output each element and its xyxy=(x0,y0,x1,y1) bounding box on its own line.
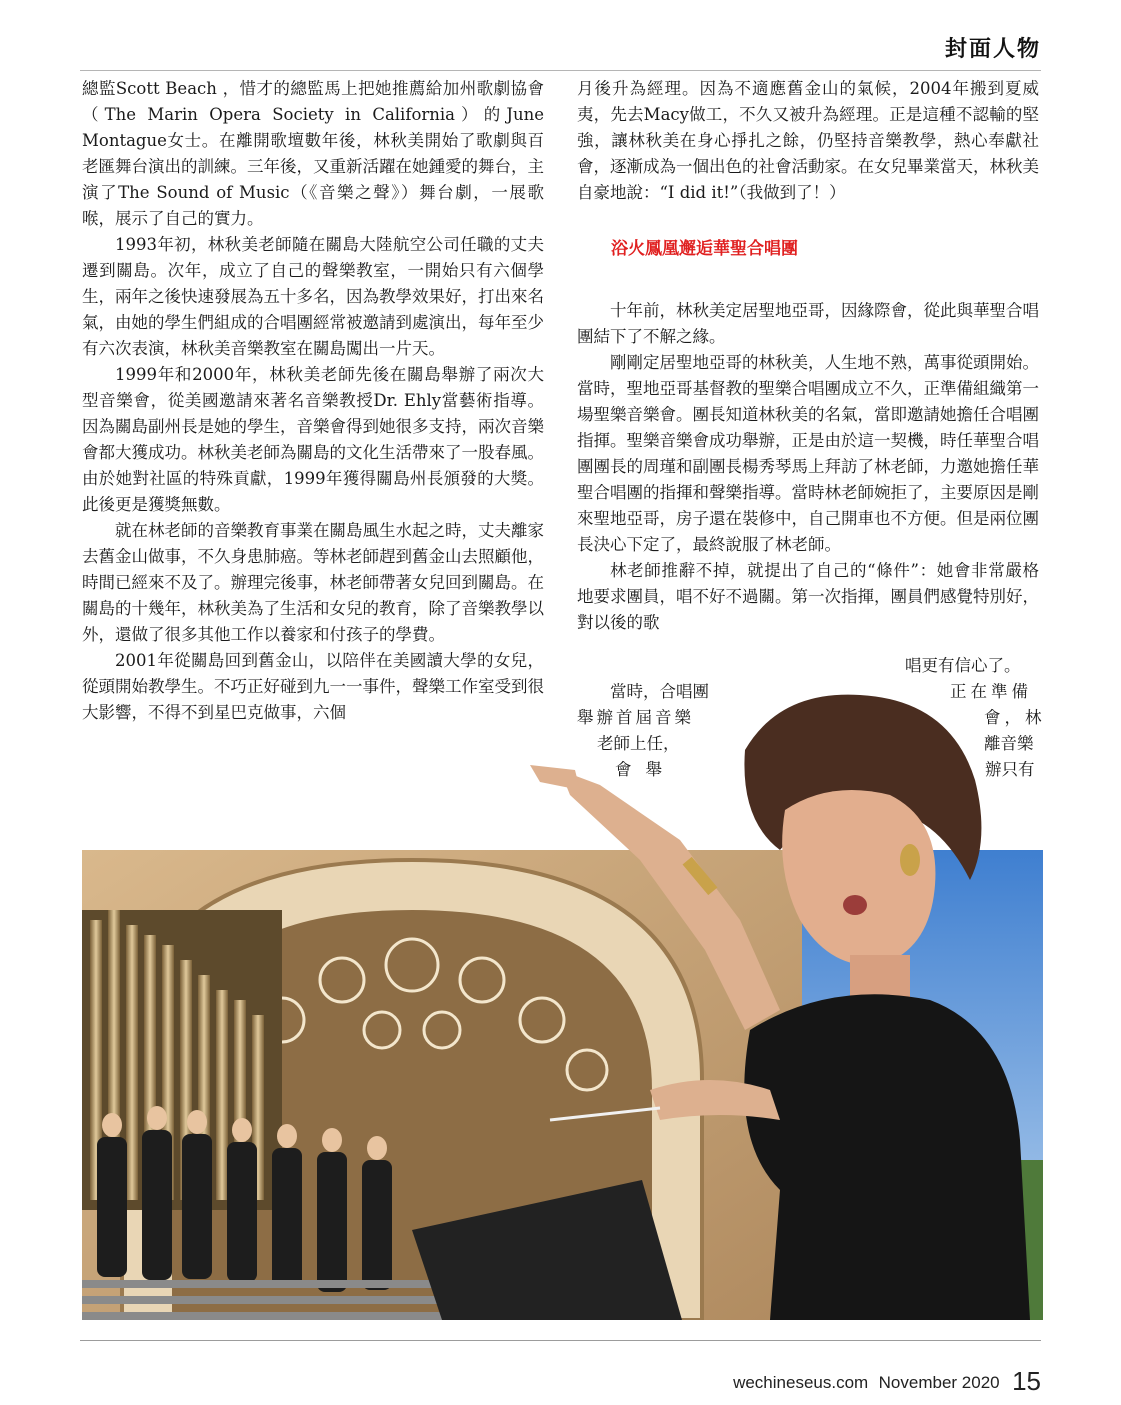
article-paragraph: 2001年從關島回到舊金山，以陪伴在美國讀大學的女兒，從頭開始教學生。不巧正好碰到九一一事件，聲樂工作室受到很大影響，不得不到星巴克做事，六個 xyxy=(82,651,544,722)
article-paragraph: 總監Scott Beach ，惜才的總監馬上把她推薦給加州歌劇協會（The Marin Opera Society in California）的June Montague女士。在離開歌壇數年後，林秋美開始了歌劇與百老匯舞台演出的訓練。三年後，又重新活躍在她鍾愛的舞台，主演了The Sound of Music（《音樂之聲》）舞台劇，一展歌喉，展示了自己的實力。 xyxy=(82,79,544,228)
article-paragraph: 月後升為經理。因為不適應舊金山的氣候，2004年搬到夏威夷，先去Macy做工，不久又被升為經理。正是這種不認輸的堅強，讓林秋美在身心掙扎之餘，仍堅持音樂教學，熱心奉獻社會，逐漸成為一個出色的社會活動家。在女兒畢業當天，林秋美自豪地說：“I did it!”（我做到了！） xyxy=(577,79,1039,202)
issue-date: November 2020 xyxy=(878,1373,1000,1392)
article-paragraph: 剛剛定居聖地亞哥的林秋美，人生地不熟，萬事從頭開始。當時，聖地亞哥基督教的聖樂合唱團成立不久，正準備組織第一場聖樂音樂會。團長知道林秋美的名氣，當即邀請她擔任合唱團指揮。聖樂音樂會成功舉辦，正是由於這一契機，時任華聖合唱團團長的周瑾和副團長楊秀琴馬上拜訪了林老師，力邀她擔任華聖合唱團的指揮和聲樂指導。當時林老師婉拒了，主要原因是剛來聖地亞哥，房子還在裝修中，自己開車也不方便。但是兩位團長決心下定了，最終說服了林老師。 xyxy=(577,353,1039,554)
wrap-text-fragment: 唱更有信心了。 xyxy=(905,656,1021,675)
article-paragraph: 1999年和2000年，林秋美老師先後在關島舉辦了兩次大型音樂會，從美國邀請來著名音樂教授Dr. Ehly當藝術指導。因為關島副州長是她的學生，音樂會得到她很多支持，兩次音樂會都大獲成功。林秋美老師為關島的文化生活帶來了一股春風。由於她對社區的特殊貢獻，1999年獲得關島州長頒發的大獎。此後更是獲獎無數。 xyxy=(82,365,544,514)
left-column xyxy=(82,76,544,726)
website-url: wechineseus.com xyxy=(733,1373,869,1392)
wrap-text-fragment: 離音樂 xyxy=(984,734,1034,753)
article-paragraph: 林老師推辭不掉，就提出了自己的“條件”：她會非常嚴格地要求團員，唱不好不過關。第一次指揮，團員們感覺特別好，對以後的歌 xyxy=(577,561,1039,632)
footer-rule xyxy=(80,1340,1041,1341)
wrap-text-fragment: 老師上任， xyxy=(597,734,680,753)
section-title: 封面人物 xyxy=(944,36,1041,62)
page-number: 15 xyxy=(1012,1366,1041,1396)
wrap-text-fragment: 正在準備 xyxy=(950,682,1032,701)
wrap-text-fragment: 當時，合唱團 xyxy=(610,682,709,701)
header-rule xyxy=(80,70,1041,71)
conductor-portrait xyxy=(530,670,1043,1320)
wrap-text-fragment: 會舉 xyxy=(615,760,676,779)
article-paragraph: 十年前，林秋美定居聖地亞哥，因緣際會，從此與華聖合唱團結下了不解之緣。 xyxy=(577,301,1039,346)
article-paragraph: 1993年初，林秋美老師隨在關島大陸航空公司任職的丈夫遷到關島。次年，成立了自己的聲樂教室，一開始只有六個學生，兩年之後快速發展為五十多名，因為教學效果好，打出來名氣，由她的學生們組成的合唱團經常被邀請到處演出，每年至少有六次表演，林秋美音樂教室在關島闖出一片天。 xyxy=(82,235,544,358)
wrap-text-fragment: 會，林 xyxy=(984,708,1046,727)
right-column xyxy=(577,76,1039,636)
wrap-text-fragment: 辦只有 xyxy=(985,760,1035,779)
article-paragraph: 就在林老師的音樂教育事業在關島風生水起之時，丈夫離家去舊金山做事，不久身患肺癌。等林老師趕到舊金山去照顧他，時間已經來不及了。辦理完後事，林老師帶著女兒回到關島。在關島的十幾年，林秋美為了生活和女兒的教育，除了音樂教學以外，還做了很多其他工作以養家和付孩子的學費。 xyxy=(82,521,544,644)
article-subheading: 浴火鳳凰邂逅華聖合唱團 xyxy=(611,239,798,259)
wrap-text-fragment: 舉辦首屆音樂 xyxy=(577,708,694,727)
page-footer xyxy=(733,1366,1041,1397)
